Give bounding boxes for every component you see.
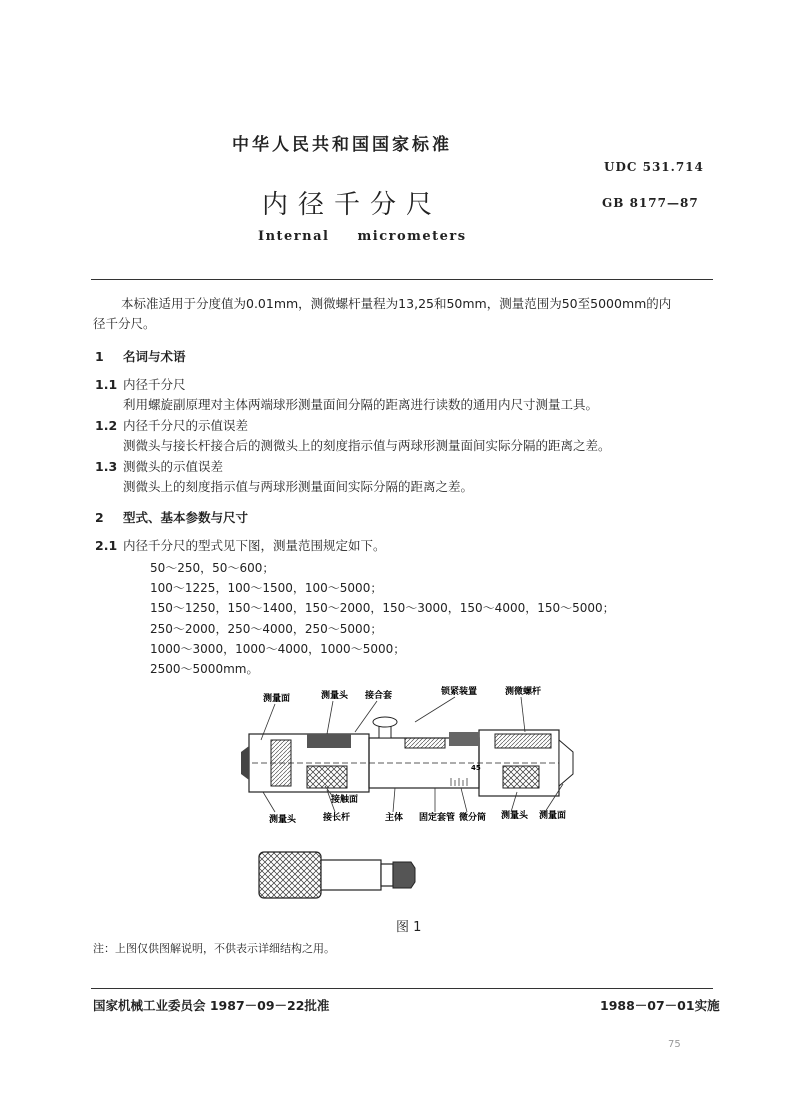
item-1-3	[95, 457, 223, 477]
standard-title: 内径千分尺	[262, 190, 443, 220]
left-head-section	[271, 740, 291, 786]
section-2-title: 型式、基本参数与尺寸	[123, 510, 249, 525]
section-2-heading	[95, 508, 248, 526]
english-title: Internal micrometers	[258, 229, 467, 244]
figure-note: 注：上图仅供图解说明，不供表示详细结构之用。	[93, 942, 335, 955]
page-number: 75	[668, 1039, 681, 1050]
scale-marks	[451, 778, 467, 786]
thimble-upper	[449, 732, 479, 746]
range-line-6: 2500～5000mm。	[150, 662, 259, 676]
label-thimble: 微分筒	[459, 813, 487, 823]
udc-code: UDC 531.714	[604, 160, 704, 174]
item-1-1-number: 1.1	[95, 377, 118, 392]
item-1-1-definition: 利用螺旋副原理对主体两端球形测量面间分隔的距离进行读数的通用内尺寸测量工具。	[123, 397, 599, 412]
header-rule	[91, 279, 713, 280]
right-measuring-tip	[559, 740, 573, 786]
item-2-1-text: 内径千分尺的型式见下图，测量范围规定如下。	[123, 538, 386, 553]
item-2-1	[95, 536, 386, 556]
spindle-thread	[495, 734, 551, 748]
label-fixed-sleeve: 固定套管	[419, 813, 456, 823]
range-line-4: 250～2000，250～4000，250～5000；	[150, 622, 383, 636]
range-line-3: 150～1250，150～1400，150～2000，150～3000，150～4000，150～5000；	[150, 601, 615, 615]
label-measuring-face-top: 测量面	[263, 694, 291, 704]
micrometer-figure	[235, 682, 580, 902]
label-contact-face: 接触面	[331, 795, 359, 805]
label-micrometer-spindle: 测微螺杆	[505, 687, 542, 697]
label-locking-device: 锁紧装置	[441, 687, 478, 697]
extension-rod-drawing	[259, 852, 415, 898]
knurled-grip-right	[503, 766, 539, 788]
item-2-1-number: 2.1	[95, 538, 118, 553]
range-line-5: 1000～3000，1000～4000，1000～5000；	[150, 642, 406, 656]
label-measuring-head-top: 测量头	[321, 691, 349, 701]
intro-line-2: 径千分尺。	[93, 316, 156, 331]
knurled-grip-left	[307, 766, 347, 788]
item-1-2-number: 1.2	[95, 418, 118, 433]
label-measuring-head-bottom: 测量头	[269, 815, 297, 825]
item-1-3-definition: 测微头上的刻度指示值与两球形测量面间实际分隔的距离之差。	[123, 479, 474, 494]
label-measuring-face-right: 测量面	[539, 811, 567, 821]
section-2-number: 2	[95, 510, 104, 525]
range-line-1: 50～250，50～600；	[150, 561, 275, 575]
footer-rule	[91, 988, 713, 989]
approval-date: 国家机械工业委员会 1987－09－22批准	[93, 998, 330, 1013]
item-1-3-number: 1.3	[95, 459, 118, 474]
item-1-3-term: 测微头的示值误差	[123, 459, 224, 474]
gb-code: GB 8177—87	[602, 196, 699, 210]
locking-screw-head	[373, 717, 397, 727]
left-measuring-tip	[241, 746, 249, 780]
label-coupling-sleeve: 接合套	[365, 691, 393, 701]
figure-caption: 图 1	[396, 920, 422, 935]
item-1-1-term: 内径千分尺	[123, 377, 186, 392]
implementation-date: 1988－07－01实施	[600, 998, 720, 1013]
range-line-2: 100～1225，100～1500，100～5000；	[150, 581, 383, 595]
thread-section-left	[307, 734, 351, 748]
section-1-title: 名词与术语	[123, 349, 186, 364]
item-1-2-definition: 测微头与接长杆接合后的测微头上的刻度指示值与两球形测量面间实际分隔的距离之差。	[123, 438, 611, 453]
center-upper-detail	[405, 738, 445, 748]
national-standard-heading: 中华人民共和国国家标准	[232, 135, 452, 155]
item-1-2	[95, 416, 248, 436]
item-1-1	[95, 375, 186, 395]
section-1-number: 1	[95, 349, 104, 364]
section-1-heading	[95, 347, 186, 365]
label-extension-rod: 接长杆	[323, 813, 351, 823]
label-measuring-head-right: 测量头	[501, 811, 529, 821]
item-1-2-term: 内径千分尺的示值误差	[123, 418, 249, 433]
scale-number: 45	[471, 764, 481, 772]
label-main-body: 主体	[385, 813, 404, 823]
intro-line-1: 本标准适用于分度值为0.01mm，测微螺杆量程为13,25和50mm，测量范围为50至5000mm的内	[121, 296, 672, 311]
